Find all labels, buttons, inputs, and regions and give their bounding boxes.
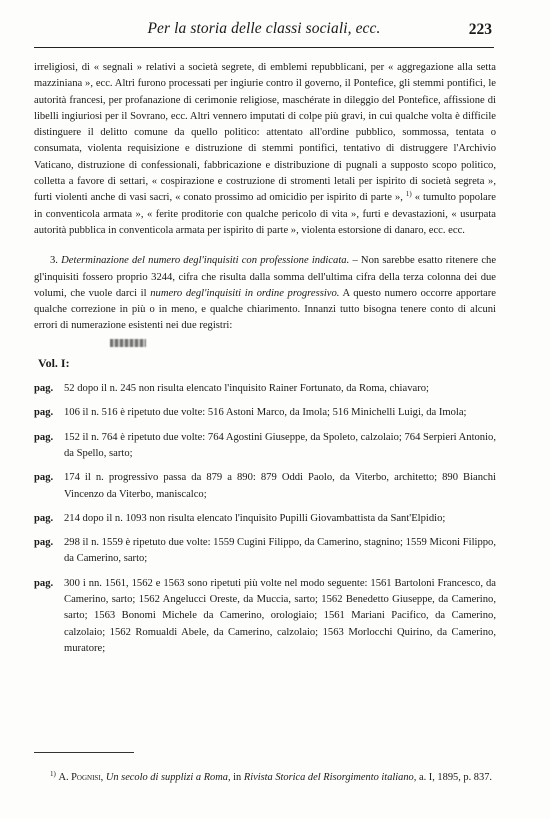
list-item (34, 535, 496, 568)
footnote-mark: 1) (50, 770, 56, 779)
entry-pag: pag. (34, 512, 54, 524)
entry-pag: pag. (34, 577, 54, 589)
entry-text: 174 il n. progressivo passa da 879 a 890: 879 Oddi Paolo, da Viterbo, architetto; 890 Bianchi Vincenzo da Viterbo, maniscalco; (64, 472, 496, 500)
running-title: Per la storia delle classi sociali, ecc. (147, 19, 381, 37)
footnote (34, 770, 496, 786)
list-item (34, 405, 496, 421)
entry-text: 298 il n. 1559 è ripetuto due volte: 1559 Cugini Filippo, da Camerino, stagnino; 1559 Miconi Filippo, da Camerino, sarto; (64, 537, 496, 565)
entries-list (34, 381, 496, 657)
entry-text: 214 dopo il n. 1093 non risulta elencato l'inquisito Pupilli Giovambattista da Sant'Elpidio; (64, 512, 446, 524)
ink-blot-line (34, 335, 496, 353)
footnote-title: Un secolo di supplizi a Roma, (105, 772, 231, 784)
footnote-in: in (233, 772, 242, 784)
running-header (34, 10, 494, 48)
section-heading: Determinazione del numero degl'inquisiti con professione indicata. (61, 255, 350, 267)
paragraph-2-em: numero degl'inquisiti in ordine progressivo. (150, 287, 340, 299)
entry-pag: pag. (34, 472, 54, 484)
paragraph-2-text-b: A questo numero occorre apportare qualche correzione in più o in meno, e qualche chiarimento. Innanzi tutto bisogna tenere conto di alcuni errori di numerazione esistenti nei due registri: (34, 287, 496, 332)
paragraph-1 (34, 60, 496, 239)
list-item (34, 381, 496, 397)
entry-text: 300 i nn. 1561, 1562 e 1563 sono ripetuti più volte nel modo seguente: 1561 Bartoloni Francesco, da Camerino, sarto; 1562 Angelucci Oreste, da Muccia, sarto; 1562 Benedetto Giuseppe, da Camerino, sarto; 1563 Bonomi Michele da Camerino, orologiaio; 1561 Mariani Pacifico, da Camerino, calzolaio; 1562 Romualdi Abele, da Camerino, calzolaio; 1563 Morlocchi Quirino, da Camerino, muratore; (64, 577, 496, 654)
entry-pag: pag. (34, 383, 54, 395)
list-item (34, 470, 496, 503)
footnote-journal: Rivista Storica del Risorgimento italiano, (243, 772, 417, 784)
list-item (34, 576, 496, 657)
paragraph-1-text: irreligiosi, di « segnali » relativi a società segrete, di emblemi repubblicani, per « aggregazione alla setta mazziniana », ecc. Altri furono processati per ingiurie contro il governo, il Pontefice, gli stemmi pontifici, le autorità francesi, per profanazione di cerimonie religiose, maschérate in dileggio del Pontefice, affissione di libelli ingiuriosi per il Sovrano, ecc. Altri vennero imputati di colpe più gravi, in cui qualche volta è difficile distinguere il delitto comune da quello politico: attentato all'ordine pubblico, sommossa, tentata o consumata, violenta requisizione e distruzione di stemmi pontifici, tentativo di distruggere l'Archivio Vaticano, distruzione di confessionali, fabbricazione e distribuzione di pugnali a supposto scopo politico, colletta a favore di settari, « cospirazione e costruzione di stromenti letali per ispirito di società segreta », furti violenti anche di vasi sacri, « conato prossimo ad omicidio per ispirito di parte », (34, 62, 496, 204)
entry-text: 106 il n. 516 è ripetuto due volte: 516 Astoni Marco, da Imola; 516 Minichelli Luigi, da Imola; (64, 407, 467, 419)
paragraph-2-text-a: – Non sarebbe esatto ritenere che gl'inquisiti fossero proprio 3244, cifra che risulta dalla somma dell'ultima cifra della terza colonna dei due volumi, che vuole darci il (34, 255, 497, 299)
ink-smudge-icon (110, 339, 146, 347)
paragraph-1-end: « tumulto popolare in conventicola armata », « ferite proditorie con qualche pericolo di vita », furti e devastazioni, « usurpata autorità pubblica in conventicola armata per ispirito di parte », violenta estorsione di danaro, ecc. ecc. (34, 192, 496, 236)
footnote-ref: 1) (405, 190, 412, 199)
section-number: 3. (50, 255, 58, 267)
entry-text: 52 dopo il n. 245 non risulta elencato l'inquisito Rainer Fortunato, da Roma, chiavaro; (64, 383, 429, 395)
body-text (34, 60, 496, 665)
entry-pag: pag. (34, 431, 54, 443)
footnote-divider (34, 752, 134, 753)
page-number: 223 (468, 21, 492, 38)
volume-heading: Vol. I: (38, 355, 70, 370)
footnote-rest: a. I, 1895, p. 837. (418, 772, 492, 784)
entry-pag: pag. (34, 407, 54, 419)
list-item (34, 430, 496, 463)
entry-text: 152 il n. 764 è ripetuto due volte: 764 Agostini Giuseppe, da Spoleto, calzolaio; 764 Serpieri Antonio, da Spello, sarto; (64, 431, 496, 459)
entry-pag: pag. (34, 537, 54, 549)
footnote-author: A. Pognisi, (58, 772, 104, 784)
list-item (34, 511, 496, 527)
paragraph-2 (34, 253, 496, 334)
